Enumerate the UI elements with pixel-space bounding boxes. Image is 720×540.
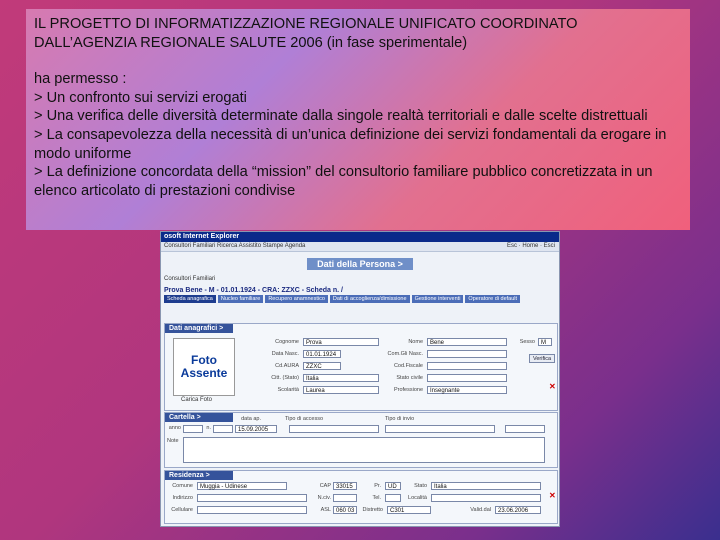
heading-line-2: DALL’AGENZIA REGIONALE SALUTE 2006 (in fase sperimentale) [34,34,468,51]
bullet-2: > Una verifica delle diversità determinate dalla singole realtà territoriali e dalle scelte distrettuali [34,108,648,125]
tipo-accesso-label: Tipo di accesso [285,416,324,422]
tipo-invio-label: Tipo di invio [385,416,415,422]
provincia-label: Pr. [374,483,381,489]
cra-label: Cd.AURA [275,363,299,369]
note-textarea[interactable] [183,437,545,463]
bullet-1: > Un confronto sui servizi erogati [34,89,247,106]
section-title: Cartella > [165,413,233,422]
sesso-label: Sesso [519,339,535,345]
record-title: Prova Bene - M - 01.01.1924 - CRA: ZZXC - Scheda n. / [164,287,343,294]
cittadinanza-label: Citt. (Stato) [271,375,299,381]
stato-label: Stato [414,483,427,489]
professione-label: Professione [393,387,423,393]
delete-icon[interactable]: ✕ [549,491,556,500]
valido-dal-label: Valid.dal [470,507,491,513]
tab-operatore[interactable]: Operatore di default [465,295,520,303]
cap-field[interactable]: 33015 [333,482,357,490]
data-apertura-label: data ap. [241,416,261,422]
data-apertura-field[interactable]: 15.09.2005 [235,425,277,433]
tipo-invio-field[interactable] [385,425,495,433]
heading-line-1: IL PROGETTO DI INFORMATIZZAZIONE REGIONALE UNIFICATO COORDINATO [34,16,578,32]
distretto-field[interactable]: C301 [387,506,431,514]
cellulare-label: Cellulare [171,507,193,513]
tipo-accesso-field[interactable] [289,425,379,433]
page-header [161,252,559,276]
asl-field[interactable]: 060 03 [333,506,357,514]
civico-field[interactable] [333,494,357,502]
sesso-select[interactable]: M [538,338,552,346]
comune-field[interactable]: Muggia - Udinese [197,482,287,490]
codice-fiscale-field[interactable] [427,362,507,370]
numero-field[interactable] [213,425,233,433]
toolbar-links[interactable]: Esc · Home · Esci [506,243,555,249]
photo-text-2: Assente [180,366,228,380]
section-anagrafici [164,323,558,411]
bullet-3: > La consapevolezza della necessità di un’unica definizione dei servizi fondamentali da erogare in modo uniforme [34,126,667,162]
cognome-field[interactable]: Prova [303,338,379,346]
window-title: osoft Internet Explorer [161,232,559,242]
codice-fiscale-label: Cod.Fiscale [393,363,423,369]
scolarita-field[interactable]: Laurea [303,386,379,394]
tel-field[interactable] [385,494,401,502]
photo-text-1: Foto [191,353,217,367]
anno-label: anno [168,425,181,431]
breadcrumb[interactable]: Consultori Familiari [164,276,216,282]
localita-label: Località [408,495,427,501]
cellulare-field[interactable] [197,506,307,514]
asl-label: ASL [320,507,331,513]
menu-bar[interactable]: Consultori Familiari Ricerca Assistito Stampe Agenda [161,242,559,252]
tab-recupero-anamnestico[interactable]: Recupero anamnestico [265,295,328,303]
indirizzo-label: Indirizzo [172,495,193,501]
stato-civile-label: Stato civile [396,375,423,381]
data-nascita-field[interactable]: 01.01.1924 [303,350,341,358]
tab-bar [161,295,559,303]
anno-field[interactable] [183,425,203,433]
slide-text-box [26,9,690,230]
tab-gestione-interventi[interactable]: Gestione interventi [412,295,464,303]
note-label: Note [167,438,179,444]
section-residenza [164,470,558,524]
cap-label: CAP [319,483,331,489]
indirizzo-field[interactable] [197,494,307,502]
section-title: Residenza > [165,471,233,480]
professione-field[interactable]: Insegnante [427,386,507,394]
civico-label: N.civ. [317,495,331,501]
nome-field[interactable]: Bene [427,338,507,346]
comune-label: Comune [172,483,193,489]
provincia-field[interactable]: UD [385,482,401,490]
stato-civile-field[interactable] [427,374,507,382]
comune-nascita-field[interactable] [427,350,507,358]
data-nascita-label: Data Nasc. [271,351,299,357]
upload-photo-link[interactable]: Carica Foto [181,397,213,403]
photo-placeholder[interactable] [173,338,235,396]
scolarita-label: Scolarità [277,387,299,393]
embedded-app-screenshot [160,231,560,527]
nome-label: Nome [408,339,423,345]
comune-nascita-label: Com.Gli Nasc. [387,351,423,357]
stato-field[interactable]: Italia [431,482,541,490]
section-title: Dati anagrafici > [165,324,233,333]
intro-text: ha permesso : [34,71,127,88]
section-cartella [164,412,558,468]
localita-field[interactable] [431,494,541,502]
page-title: Dati della Persona > [307,258,413,270]
tab-accoglienza[interactable]: Dati di accoglienza/dimissione [330,295,410,303]
numero-label: n. [206,425,211,431]
verifica-button[interactable]: Verifica [529,354,555,363]
cittadinanza-field[interactable]: Italia [303,374,379,382]
bullet-4: > La definizione concordata della “mission” del consultorio familiare pubblico concretizzata in un elenco articolato di prestazioni condivise [34,164,653,199]
tel-label: Tel. [372,495,381,501]
tab-scheda-anagrafica[interactable]: Scheda anagrafica [164,295,216,303]
delete-icon[interactable]: ✕ [549,382,556,391]
valido-dal-field[interactable]: 23.06.2006 [495,506,541,514]
distretto-label: Distretto [362,507,383,513]
cognome-label: Cognome [275,339,299,345]
tab-nucleo-familiare[interactable]: Nucleo familiare [218,295,263,303]
cra-field[interactable]: ZZXC [303,362,341,370]
operatore-field[interactable] [505,425,545,433]
